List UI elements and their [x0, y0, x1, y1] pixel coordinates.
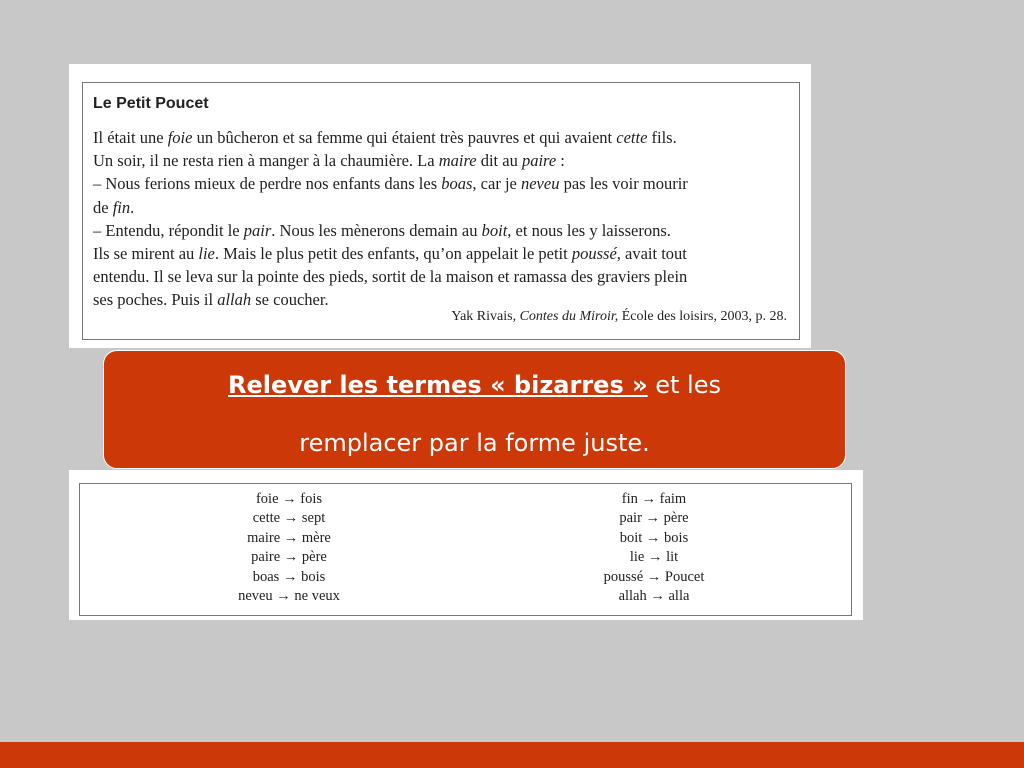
answer-item: cette → sept	[252, 510, 326, 527]
text-segment: Ils se mirent au	[93, 244, 199, 264]
highlighted-word: allah	[217, 290, 252, 310]
text-segment: – Nous ferions mieux de perdre nos enfants dans les	[93, 174, 442, 194]
answer-item: paire → père	[251, 549, 327, 566]
answer-item: foie → fois	[255, 491, 323, 507]
highlighted-word: Contes du Miroir,	[519, 309, 619, 324]
answer-item: lie → lit	[629, 549, 679, 566]
answer-item: neveu → ne veux	[238, 588, 340, 605]
text-line	[93, 149, 793, 172]
instruction-rest: et les	[647, 371, 721, 399]
exercise-title: Le Petit Poucet	[93, 95, 209, 112]
text-segment: .	[130, 197, 135, 217]
highlighted-word: fin	[112, 197, 131, 217]
answers-right-column	[554, 490, 754, 606]
answer-item: boas → bois	[252, 568, 326, 585]
instruction-line-2: remplacer par la forme juste.	[299, 429, 650, 457]
footer-bar	[0, 742, 1024, 768]
text-segment: Un soir, il ne resta rien à manger à la chaumière. La	[93, 151, 439, 171]
exercise-text-card	[69, 64, 811, 348]
text-segment: École des loisirs, 2003, p. 28.	[618, 309, 787, 324]
text-segment: , car je	[472, 174, 521, 194]
highlighted-word: neveu	[520, 174, 560, 194]
highlighted-word: maire	[438, 151, 477, 171]
text-segment: , avait tout	[616, 244, 687, 264]
text-segment: fils.	[647, 128, 677, 147]
instruction-line-1	[104, 367, 845, 403]
answer-item: poussé → Poucet	[603, 568, 705, 585]
highlighted-word: paire	[521, 151, 557, 171]
highlighted-word: boas	[441, 174, 473, 194]
highlighted-word: pair	[243, 220, 272, 240]
text-segment: , et nous les y laisserons.	[507, 220, 671, 240]
text-segment: . Mais le plus petit des enfants, qu’on appelait le petit	[214, 244, 572, 264]
highlighted-word: poussé	[571, 244, 617, 264]
highlighted-word: lie	[198, 244, 215, 264]
highlighted-word: boit	[481, 220, 508, 240]
text-line	[93, 196, 793, 219]
text-segment: – Entendu, répondit le	[93, 220, 244, 240]
instruction-emphasis: Relever les termes « bizarres »	[228, 371, 648, 399]
highlighted-word: foie	[167, 128, 193, 147]
text-segment: :	[556, 151, 565, 171]
text-segment: un bûcheron et sa femme qui étaient très pauvres et qui avaient	[192, 128, 617, 147]
text-segment: ses poches. Puis il	[93, 290, 218, 310]
answer-item: fin → faim	[621, 491, 687, 507]
text-segment: de	[93, 197, 113, 217]
text-segment: Yak Rivais,	[451, 309, 520, 324]
answer-item: boit → bois	[619, 529, 689, 546]
text-segment: se coucher.	[251, 290, 329, 310]
text-segment: pas les voir mourir	[559, 174, 688, 194]
text-segment: Il était une	[93, 128, 168, 147]
highlighted-word: cette	[616, 128, 648, 147]
text-line	[93, 242, 793, 265]
text-line	[93, 265, 793, 288]
text-segment: dit au	[476, 151, 522, 171]
text-line	[93, 219, 793, 242]
answer-item: allah → alla	[618, 588, 690, 605]
answer-item: maire → mère	[247, 529, 331, 546]
text-segment: entendu. Il se leva sur la pointe des pieds, sortit de la maison et ramassa des graviers plein	[93, 267, 688, 287]
answers-left-column	[189, 490, 389, 606]
text-line	[93, 126, 793, 149]
answer-item: pair → père	[619, 510, 689, 527]
exercise-source	[451, 309, 787, 325]
exercise-body	[93, 126, 793, 312]
text-segment: . Nous les mènerons demain au	[271, 220, 482, 240]
text-line	[93, 172, 793, 195]
instruction-callout	[103, 350, 846, 469]
answers-card	[69, 470, 863, 620]
